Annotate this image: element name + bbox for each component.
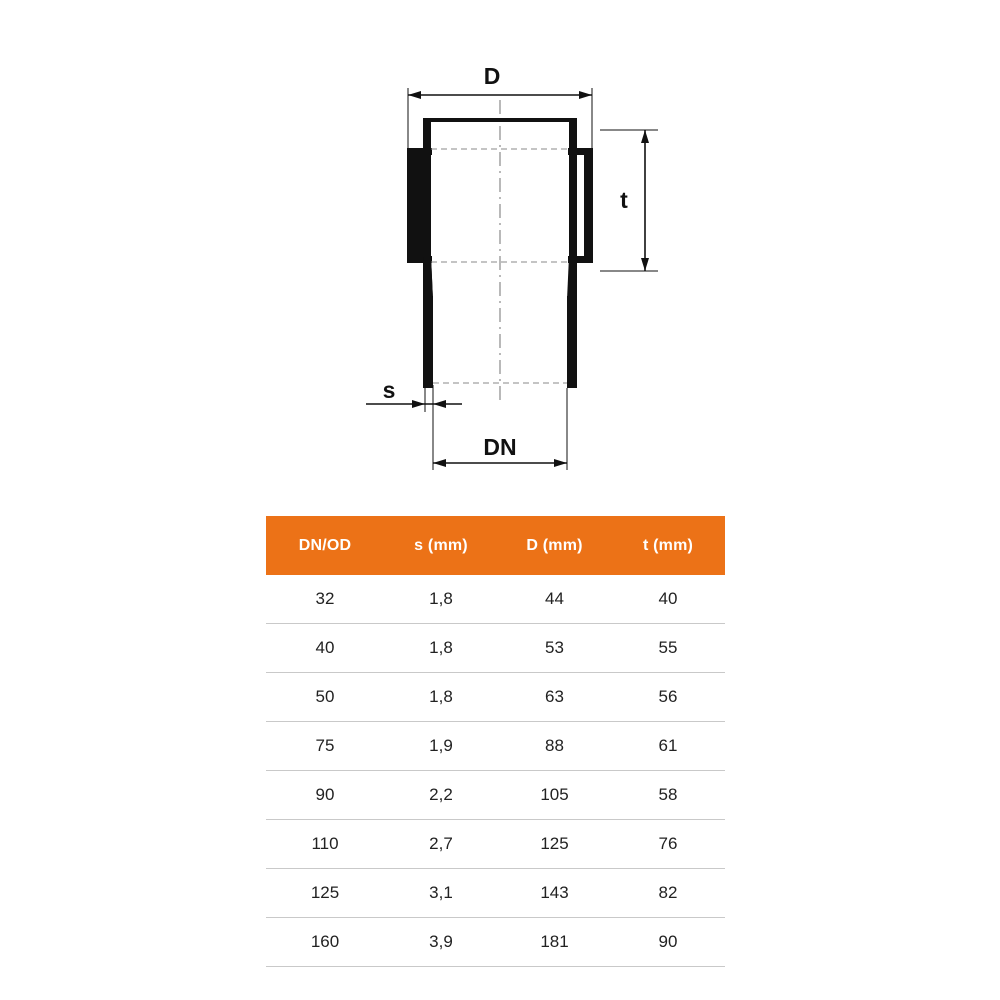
dimension-s [366, 377, 462, 412]
table-cell: 61 [611, 722, 725, 771]
table-cell: 44 [498, 575, 611, 624]
table-cell: 125 [266, 869, 384, 918]
table-cell: 160 [266, 918, 384, 967]
table-cell: 1,8 [384, 624, 498, 673]
table-cell: 2,7 [384, 820, 498, 869]
table-cell: 40 [611, 575, 725, 624]
table-header-cell: t (mm) [611, 516, 725, 575]
table-header-cell: D (mm) [498, 516, 611, 575]
table-cell: 40 [266, 624, 384, 673]
table-cell: 143 [498, 869, 611, 918]
table-cell: 50 [266, 673, 384, 722]
table-row [266, 575, 725, 624]
table-row [266, 771, 725, 820]
table-header-cell: s (mm) [384, 516, 498, 575]
table-cell: 105 [498, 771, 611, 820]
table-cell: 181 [498, 918, 611, 967]
dimensions-table [266, 516, 725, 967]
dimension-label-s: s [382, 377, 396, 403]
table-header-cell: DN/OD [266, 516, 384, 575]
table-cell: 1,9 [384, 722, 498, 771]
table-cell: 63 [498, 673, 611, 722]
dimension-label-DN: DN [483, 434, 517, 460]
table-cell: 82 [611, 869, 725, 918]
dimension-t [600, 130, 658, 271]
table-cell: 2,2 [384, 771, 498, 820]
table-row [266, 918, 725, 967]
table-cell: 58 [611, 771, 725, 820]
table-cell: 76 [611, 820, 725, 869]
table-row [266, 722, 725, 771]
table-cell: 90 [611, 918, 725, 967]
table-cell: 3,1 [384, 869, 498, 918]
table-cell: 32 [266, 575, 384, 624]
table-cell: 1,8 [384, 575, 498, 624]
dimension-label-D: D [483, 63, 501, 89]
table-cell: 88 [498, 722, 611, 771]
table-header-row [266, 516, 725, 575]
dimension-label-t: t [620, 187, 628, 213]
table-cell: 55 [611, 624, 725, 673]
table-cell: 1,8 [384, 673, 498, 722]
table-row [266, 673, 725, 722]
table-cell: 3,9 [384, 918, 498, 967]
spec-table-container [266, 516, 725, 967]
table-cell: 56 [611, 673, 725, 722]
table-row [266, 624, 725, 673]
table-row [266, 820, 725, 869]
table-cell: 75 [266, 722, 384, 771]
table-cell: 90 [266, 771, 384, 820]
table-row [266, 869, 725, 918]
dimension-DN [433, 388, 567, 470]
table-cell: 110 [266, 820, 384, 869]
table-cell: 53 [498, 624, 611, 673]
table-cell: 125 [498, 820, 611, 869]
